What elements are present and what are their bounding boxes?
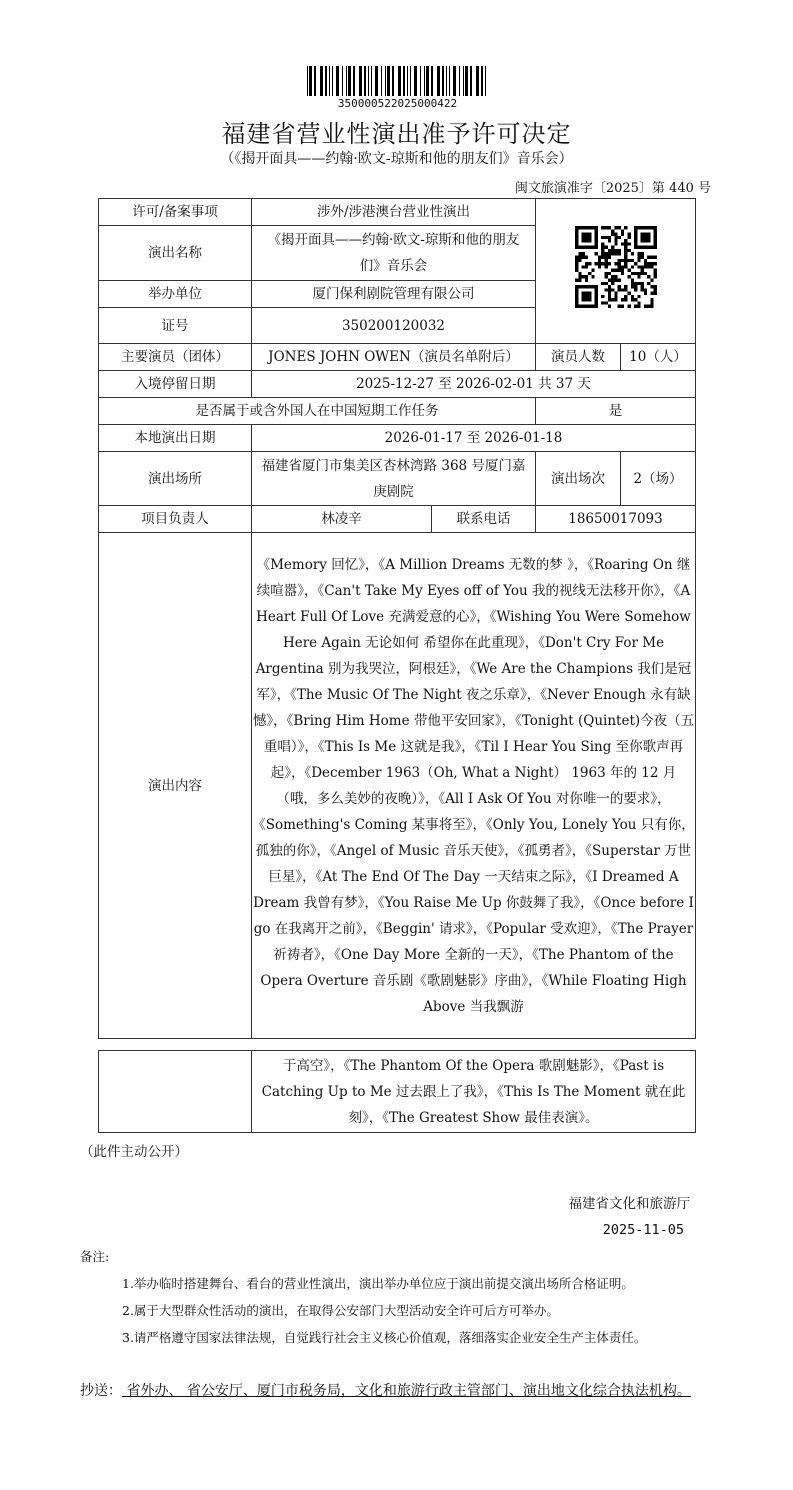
permit-table-continued: [98, 1050, 696, 1133]
venue-label: 演出场所: [99, 452, 252, 506]
foreign-task-value: 是: [536, 398, 696, 425]
notes-label: 备注:: [80, 1249, 110, 1264]
stay-dates-value: 2025-12-27 至 2026-02-01 共 37 天: [252, 371, 696, 398]
performer-count-value: 10（人）: [621, 344, 696, 371]
note-item: 1.举办临时搭建舞台、看台的营业性演出，演出举办单位应于演出前提交演出场所合格证明。: [122, 1276, 634, 1291]
permit-table: [98, 198, 696, 1039]
barcode-number: 350000522025000422: [337, 97, 458, 110]
page-subtitle: （《揭开面具——约翰·欧文-琼斯和他的朋友们》音乐会）: [220, 151, 573, 167]
note-item: 3.请严格遵守国家法律法规，自觉践行社会主义核心价值观，落细落实企业安全生产主体责任。: [122, 1330, 647, 1345]
manager-label: 项目负责人: [99, 506, 252, 533]
issuer: 福建省文化和旅游厅: [568, 1196, 690, 1212]
stay-dates-label: 入境停留日期: [99, 371, 252, 398]
content-label: 演出内容: [99, 533, 252, 1039]
phone-label: 联系电话: [432, 506, 536, 533]
performer-value: JONES JOHN OWEN（演员名单附后）: [252, 344, 536, 371]
foreign-task-label: 是否属于或含外国人在中国短期工作任务: [99, 398, 536, 425]
note-item: 2.属于大型群众性活动的演出，在取得公安部门大型活动安全许可后方可举办。: [122, 1303, 559, 1318]
license-value: 350200120032: [252, 308, 536, 344]
performer-count-label: 演员人数: [536, 344, 621, 371]
public-note: （此件主动公开）: [80, 1144, 188, 1160]
phone-value: 18650017093: [536, 506, 696, 533]
manager-value: 林凌辛: [252, 506, 432, 533]
permit-type-label: 许可/备案事项: [99, 199, 252, 226]
cc-line: [80, 1380, 715, 1402]
qr-code: [575, 226, 657, 308]
local-date-label: 本地演出日期: [99, 425, 252, 452]
barcode: [305, 66, 490, 96]
page-title: 福建省营业性演出准予许可决定: [221, 120, 572, 148]
organizer-label: 举办单位: [99, 281, 252, 308]
performer-label: 主要演员（团体）: [99, 344, 252, 371]
content-label-blank: [99, 1051, 252, 1133]
local-date-value: 2026-01-17 至 2026-01-18: [252, 425, 696, 452]
license-label: 证号: [99, 308, 252, 344]
content-text-continued: 于高空》，《The Phantom Of the Opera 歌剧魅影》，《Past is Catching Up to Me 过去跟上了我》，《This Is The Moment 就在此刻》，《The Greatest Show 最佳表演》。: [252, 1051, 696, 1133]
organizer-value: 厦门保利剧院管理有限公司: [252, 281, 536, 308]
show-name-value: 《揭开面具——约翰·欧文-琼斯和他的朋友们》音乐会: [252, 226, 536, 281]
cc-recipients: 省外办、 省公安厅、厦门市税务局，文化和旅游行政主管部门、演出地文化综合执法机构。: [122, 1383, 691, 1399]
qr-code-cell: [536, 199, 696, 344]
cc-label: 抄送：: [80, 1383, 122, 1399]
show-name-label: 演出名称: [99, 226, 252, 281]
permit-type-value: 涉外/涉港澳台营业性演出: [252, 199, 536, 226]
document-number: 闽文旅演准字〔2025〕第 440 号: [514, 181, 711, 196]
venue-value: 福建省厦门市集美区杏林湾路 368 号厦门嘉庚剧院: [252, 452, 536, 506]
sessions-label: 演出场次: [536, 452, 621, 506]
issue-date: 2025-11-05: [602, 1222, 684, 1238]
content-text: 《Memory 回忆》，《A Million Dreams 无数的梦 》，《Roaring On 继续喧嚣》，《Can't Take My Eyes off of You 我的视线无法移开你》，《A Heart Full Of Love 充满爱意的心》，《Wishing You Were Somehow Here Again 无论如何 希望你在此重现》，《Don't Cry For Me Argentina 别为我哭泣，阿根廷》，《We Are the Champions 我们是冠军》，《The Music Of The Night 夜之乐章》，《Never Enough 永有缺憾》，《Bring Him Home 带他平安回家》，《Tonight (Quintet)今夜（五重唱）》，《This Is Me 这就是我》，《Til I Hear You Sing 至你歌声再起》，《December 1963（Oh, What a Night） 1963 年的 12 月（哦，多么美妙的夜晚）》，《All I Ask Of You 对你唯一的要求》，《Something's Coming 某事将至》，《Only You, Lonely You 只有你，孤独的你》，《Angel of Music 音乐天使》，《孤勇者》，《Superstar 万世巨星》，《At The End Of The Day 一天结束之际》，《I Dreamed A Dream 我曾有梦》，《You Raise Me Up 你鼓舞了我》，《Once before I go 在我离开之前》，《Beggin' 请求》，《Popular 受欢迎》，《The Prayer 祈祷者》，《One Day More 全新的一天》，《The Phantom of the Opera Overture 音乐剧《歌剧魅影》序曲》，《While Floating High Above 当我飘游: [252, 533, 696, 1039]
sessions-value: 2（场）: [621, 452, 696, 506]
